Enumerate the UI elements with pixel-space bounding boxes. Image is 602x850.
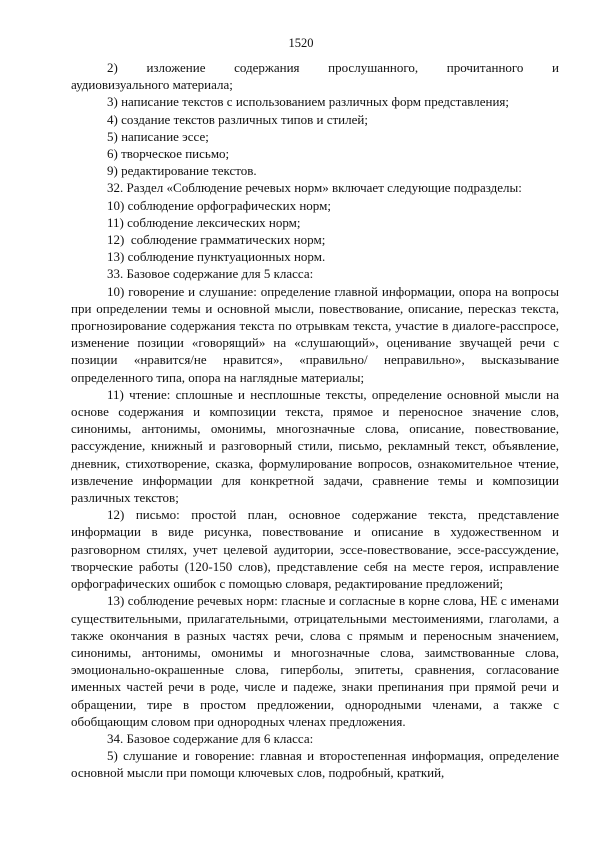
section-33-heading: 33. Базовое содержание для 5 класса: (107, 266, 314, 282)
paragraph-item-6: 6) творческое письмо; (107, 146, 230, 162)
section-34-heading: 34. Базовое содержание для 6 класса: (107, 730, 314, 746)
subsection-item-10: 10) соблюдение орфографических норм; (107, 197, 331, 213)
paragraph-item-4: 4) создание текстов различных типов и стилей; (107, 111, 368, 127)
grade5-speech-norms: 13) соблюдение речевых норм: гласные и согласные в корне слова, НЕ с именами существительными, прилагательными, отрицательными местоимениями, глаголами, а также окончания в разных частях речи, слова с прямым и переносным значением, синонимы, антонимы, омонимы и многозначные слова, заимствованные слова, эмоционально-окрашенные слова, гиперболы, эпитеты, сравнения, согласование именных частей речи в роде, числе и падеже, знаки препинания при прямой речи и обращении, тире в простом предложении, однородными членами, а также с обобщающим словом при однородных членах предложения. (71, 593, 559, 729)
paragraph-item-5: 5) написание эссе; (107, 128, 209, 144)
page-number: 1520 (288, 36, 314, 50)
grade6-listening-speaking: 5) слушание и говорение: главная и второстепенная информация, определение основной мысли при помощи ключевых слов, подробный, краткий, (71, 748, 559, 781)
grade5-reading: 11) чтение: сплошные и несплошные тексты, определение основной мысли на основе содержания и композиции текста, прямое и переносное значение слов, синонимы, антонимы, омонимы, многозначные слова, описание, повествование, рассуждение, книжный и разговорный стили, письмо, рекламный текст, объявление, дневник, стихотворение, сказка, формулирование вопросов, ознакомительное чтение, извлечение информации для конкретной задачи, сравнение темы и композиции различных текстов; (71, 386, 559, 506)
grade5-writing: 12) письмо: простой план, основное содержание текста, представление информации в виде рисунка, повествование и описание в художественном и разговорном стилях, учет целевой аудитории, эссе-повествование, эссе-рассуждение, творческие работы (120-150 слов), представление себя на месте героя, исправление орфографических ошибок с помощью словаря, редактирование предложений; (71, 507, 559, 592)
grade5-speaking-listening: 10) говорение и слушание: определение главной информации, опора на вопросы при определении темы и основной мысли, повествование, описание, пересказ текста, прогнозирование содержания текста по отрывкам текста, участие в диалоге-расспросе, изменение позиции «говорящий» на «слушающий», оценивание звучащей речи с позиции «нравится/не нравится», «правильно/ неправильно», высказывание определенного типа, опора на наглядные материалы; (71, 283, 559, 385)
subsection-item-11: 11) соблюдение лексических норм; (107, 214, 301, 230)
subsection-item-13: 13) соблюдение пунктуационных норм. (107, 249, 326, 265)
document-body (71, 59, 559, 782)
paragraph-item-9: 9) редактирование текстов. (107, 163, 257, 179)
subsection-item-12: 12) соблюдение грамматических норм; (107, 232, 326, 248)
paragraph-item-2: 2) изложение содержания прослушанного, прочитанного и аудиовизуального материала; (71, 60, 559, 93)
paragraph-item-3: 3) написание текстов с использованием различных форм представления; (107, 94, 510, 110)
section-32-heading: 32. Раздел «Соблюдение речевых норм» включает следующие подразделы: (107, 180, 522, 196)
